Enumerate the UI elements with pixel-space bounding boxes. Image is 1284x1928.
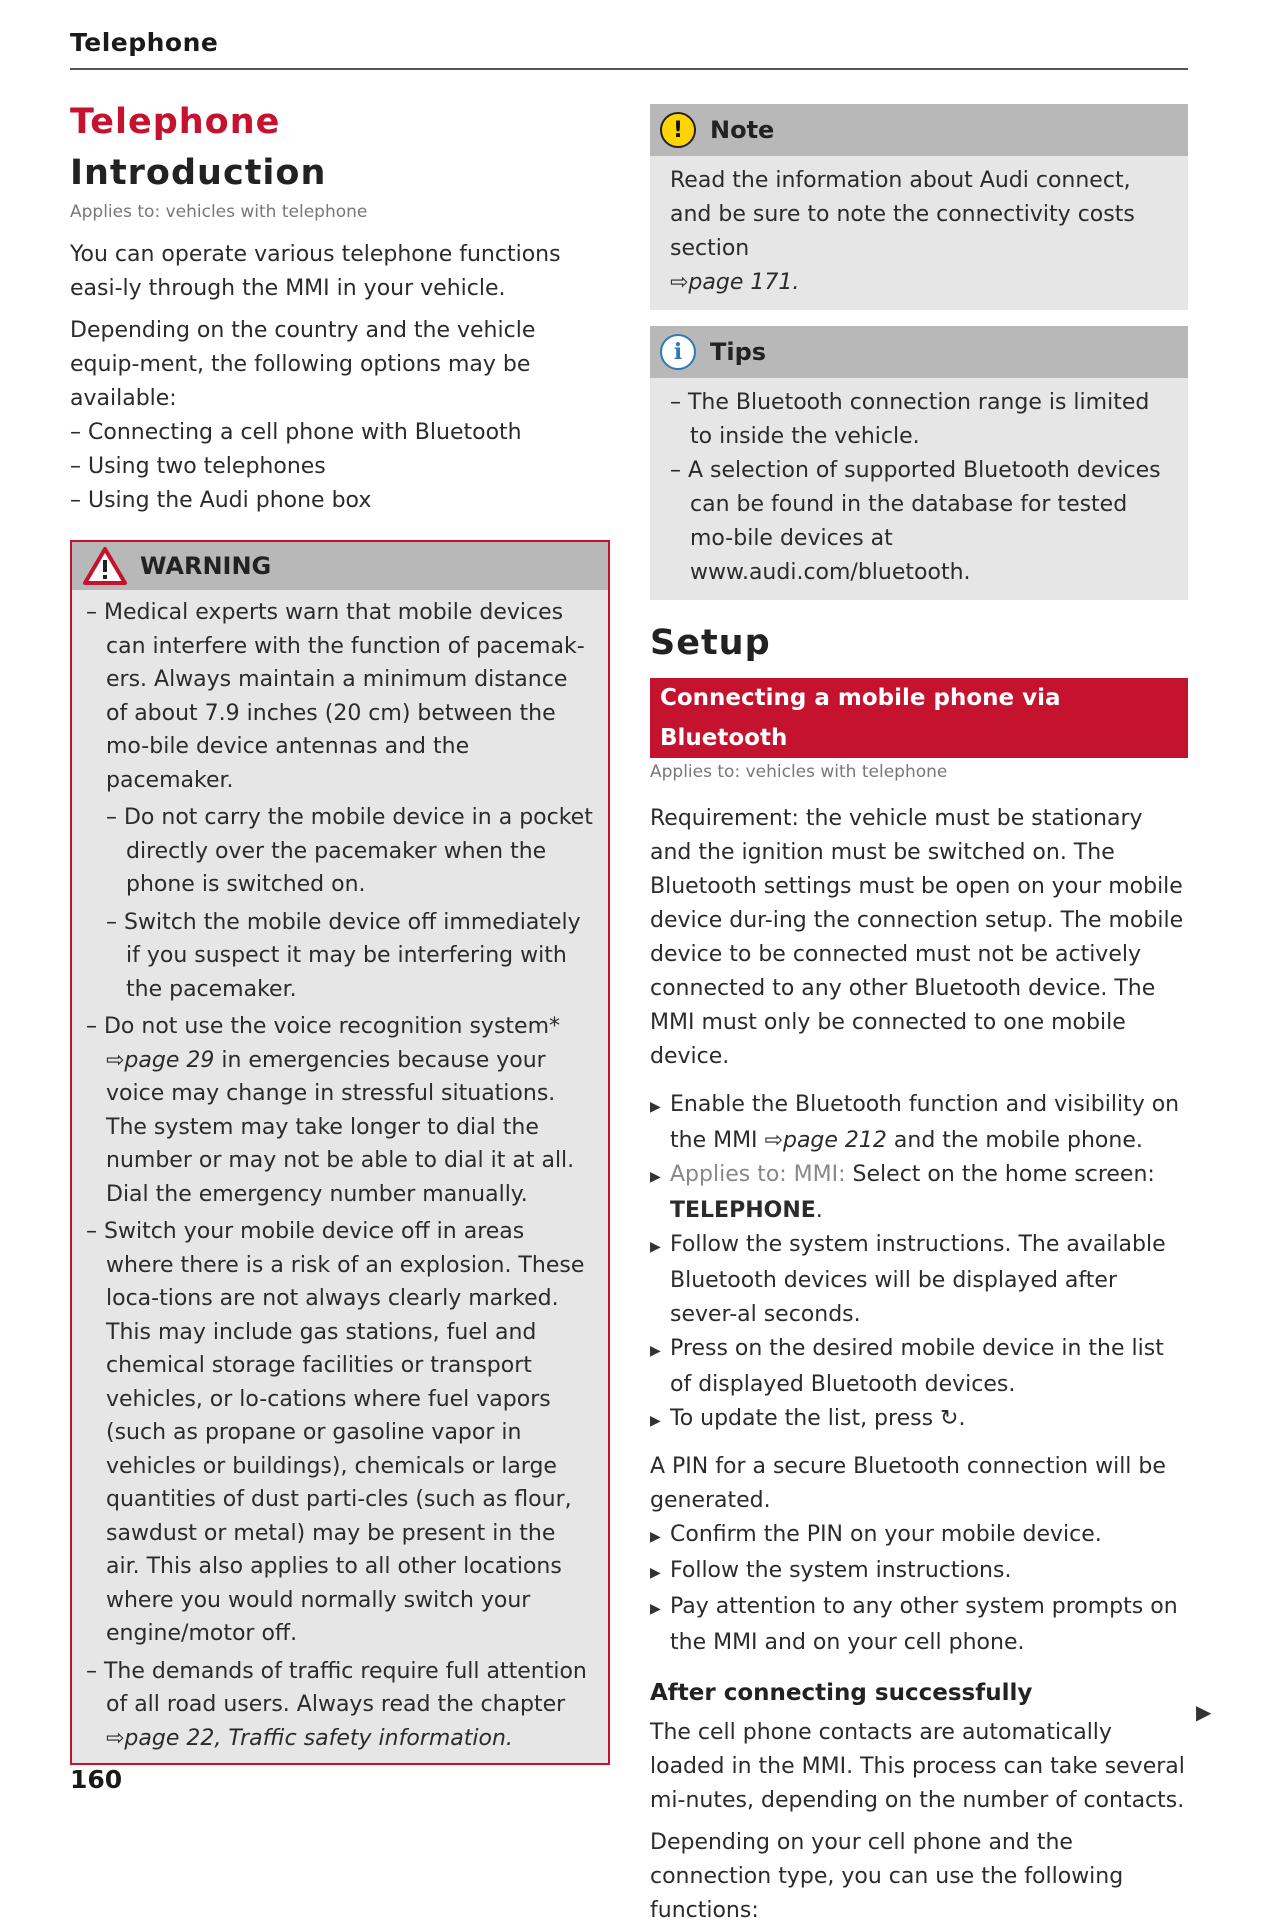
page-link[interactable]: ⇨page 171. [670,270,800,295]
warning-header [72,542,608,590]
step-item: ▶ Confirm the PIN on your mobile device. [650,1522,1102,1547]
warning-subitem: – Do not carry the mobile device in a pocket directly over the pacemaker when the phone is switched on. [106,805,593,897]
warning-body [72,590,608,1763]
after-paragraph: The cell phone contacts are automatically loaded in the MMI. This process can take several mi-nutes, depending on the number of contacts. [650,1720,1185,1813]
step-item: ▶ Press on the desired mobile device in the list of displayed Bluetooth devices. [650,1336,1164,1397]
note-body [650,156,1188,310]
menu-term: TELEPHONE [670,1198,816,1223]
exclamation-icon: ! [660,112,696,148]
tip-item: – A selection of supported Bluetooth devices can be found in the database for tested mo-bile devices at www.audi.com/bluetooth. [670,458,1161,585]
step-item: ▶ Pay attention to any other system prompts on the MMI and on your cell phone. [650,1594,1178,1655]
subsection-title: After connecting successfully [650,1680,1033,1706]
step-item: ▶ Applies to: MMI: Select on the home screen: TELEPHONE. [650,1162,1155,1223]
warning-item [86,1655,594,1756]
section-title: Introduction [70,153,327,193]
warning-subitem: – Switch the mobile device off immediately if you suspect it may be interfering with the pacemaker. [106,909,581,1002]
page-link[interactable]: ⇨page 29 [106,1047,215,1073]
chapter-title: Telephone [70,102,281,142]
option-item: – Using the Audi phone box [70,488,372,513]
tips-body [650,378,1188,600]
warning-item-text: – The demands of traffic require full attention of all road users. Always read the chapter [86,1658,587,1717]
step-item: ▶ Follow the system instructions. [650,1558,1012,1583]
after-paragraph: Depending on your cell phone and the connection type, you can use the following functions: [650,1830,1124,1923]
page-link[interactable]: ⇨page 22, Traffic safety information. [106,1725,513,1751]
warning-triangle-icon [82,546,128,586]
info-icon: i [660,334,696,370]
warning-box [70,540,610,1765]
intro-paragraph: You can operate various telephone functions easi-ly through the MMI in your vehicle. [70,242,561,301]
applies-note: Applies to: vehicles with telephone [70,202,368,222]
note-header [650,104,1188,156]
header-divider [70,68,1188,70]
warning-item-text: – Do not use the voice recognition system* [86,1014,560,1039]
requirement-paragraph: Requirement: the vehicle must be stationary and the ignition must be switched on. The Bluetooth settings must be open on your mobile device dur-ing the connection setup. The mobile device to be connected must not be actively connected to any other Bluetooth device. The MMI must only be connected to one mobile device. [650,806,1184,1069]
warning-item: – Switch your mobile device off in areas where there is a risk of an explosion. These loca-tions are not always clearly marked. This may include gas stations, fuel and chemical storage facilities or transport vehicles, or lo-cations where fuel vapors (such as propane or gasoline vapor in vehicles or buildings), chemicals or large quantities of dust parti-cles (such as flour, sawdust or metal) may be present in the air. This also applies to all other locations where you would normally switch your engine/motor off. [86,1219,585,1646]
tips-box [650,326,1188,600]
note-box [650,104,1188,310]
tips-header [650,326,1188,378]
page-link[interactable]: ⇨page 212 [764,1128,887,1153]
step-item: ▶ Follow the system instructions. The available Bluetooth devices will be displayed after sever-al seconds. [650,1232,1166,1327]
running-header: Telephone [70,28,219,57]
warning-title: WARNING [140,552,272,580]
option-item: – Connecting a cell phone with Bluetooth [70,420,522,445]
setup-title: Setup [650,623,771,663]
warning-item-text: in emergencies because your voice may change in stressful situations. The system may take longer to dial the number or may not be able to dial it at all. Dial the emergency number manually. [106,1047,575,1207]
tips-title: Tips [710,338,767,366]
page-number: 160 [70,1765,123,1794]
option-item: – Using two telephones [70,454,326,479]
continue-arrow-icon: ▶ [1196,1700,1212,1724]
step-item: ▶ To update the list, press ↻. [650,1406,966,1431]
right-column [650,104,1188,1928]
warning-item [86,1010,594,1211]
applies-note: Applies to: vehicles with telephone [650,762,948,782]
options-paragraph: Depending on the country and the vehicle equip-ment, the following options may be available: [70,318,536,411]
note-text: Read the information about Audi connect, and be sure to note the connectivity costs section [670,168,1135,261]
note-title: Note [710,116,775,144]
warning-item: – Medical experts warn that mobile devices can interfere with the function of pacemak-ers. Always maintain a minimum distance of about 7.9 inches (20 cm) between the mo-bile device antennas and the pacemaker. [86,600,585,793]
topic-bar: Connecting a mobile phone via Bluetooth [650,678,1188,758]
tip-item: – The Bluetooth connection range is limited to inside the vehicle. [670,390,1150,449]
pin-paragraph: A PIN for a secure Bluetooth connection will be generated. [650,1454,1166,1513]
left-column [70,96,610,1765]
step-item: ▶ Enable the Bluetooth function and visibility on the MMI ⇨page 212 and the mobile phone. [650,1092,1180,1153]
